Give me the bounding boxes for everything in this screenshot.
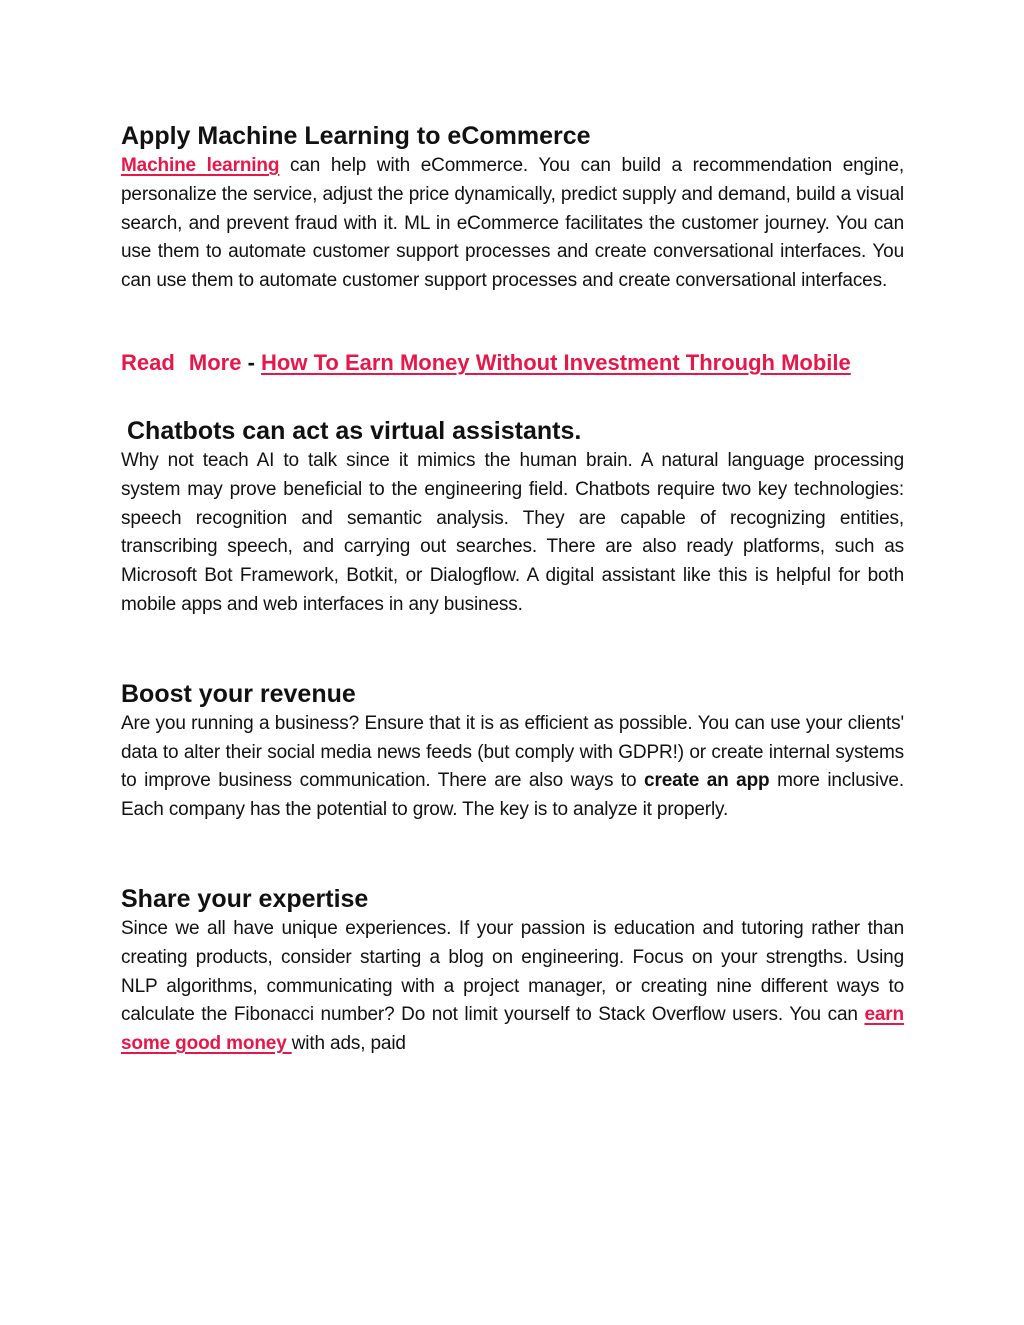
read-more-link[interactable]: How To Earn Money Without Investment Through Mobile	[261, 349, 851, 375]
earn-money-link[interactable]: earn some good money	[121, 1004, 904, 1055]
read-more-block	[121, 346, 904, 379]
heading-ecommerce: Apply Machine Learning to eCommerce	[121, 122, 591, 150]
section-expertise	[121, 883, 904, 1059]
paragraph-revenue-text-1: Are you running a business? Ensure that it is as efficient as possible. You can use your clients' data to alter their social media news feeds (but comply with GDPR!) or create internal systems to improve business communication. There are also ways to	[121, 712, 904, 792]
paragraph-revenue	[121, 710, 904, 825]
read-more-label: Read More	[121, 349, 242, 375]
heading-chatbots: Chatbots can act as virtual assistants.	[127, 416, 582, 445]
document-page	[121, 120, 904, 1059]
paragraph-ecommerce	[121, 152, 904, 296]
paragraph-expertise-text-1: Since we all have unique experiences. If your passion is education and tutoring rather than creating products, consider starting a blog on engineering. Focus on your strengths. Using NLP algorithms, communicating with a project manager, or creating nine different ways to calculate the Fibonacci number? Do not limit yourself to Stack Overflow users. You can	[121, 917, 904, 1026]
section-revenue	[121, 678, 904, 825]
create-an-app-text: create an app	[644, 770, 770, 792]
paragraph-ecommerce-text: can help with eCommerce. You can build a recommendation engine, personalize the service, adjust the price dynamically, predict supply and demand, build a visual search, and prevent fraud with it. ML in eCommerce facilitates the customer journey. You can use them to automate customer support processes and create conversational interfaces. You can use them to automate customer support processes and create conversational interfaces.	[121, 155, 904, 292]
section-ecommerce	[121, 120, 904, 296]
paragraph-revenue-text-2: more inclusive. Each company has the potential to grow. The key is to analyze it properly.	[121, 770, 904, 821]
heading-revenue: Boost your revenue	[121, 679, 356, 708]
paragraph-expertise	[121, 915, 904, 1059]
paragraph-chatbots: Why not teach AI to talk since it mimics the human brain. A natural language processing system may prove beneficial to the engineering field. Chatbots require two key technologies: speech recognition and semantic analysis. They are capable of recognizing entities, transcribing speech, and carrying out searches. There are also ready platforms, such as Microsoft Bot Framework, Botkit, or Dialogflow. A digital assistant like this is helpful for both mobile apps and web interfaces in any business.	[121, 449, 904, 615]
read-more-separator: -	[241, 349, 262, 375]
machine-learning-link[interactable]: Machine learning	[121, 155, 280, 176]
paragraph-expertise-text-2: with ads, paid	[291, 1033, 406, 1055]
section-chatbots	[121, 415, 904, 620]
heading-expertise: Share your expertise	[121, 884, 369, 913]
